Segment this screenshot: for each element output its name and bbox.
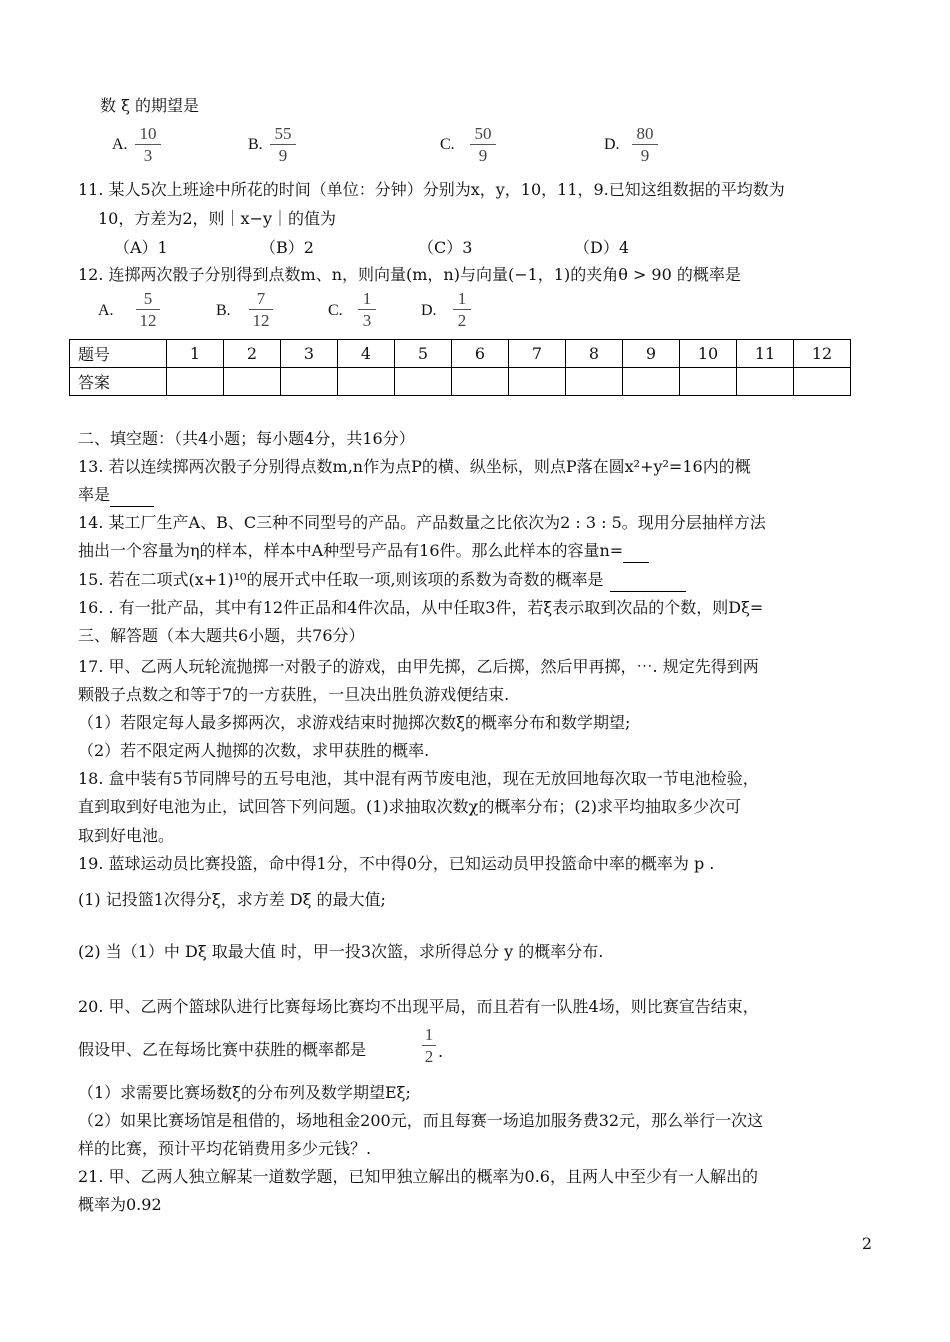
q18-line-3: 取到好电池。 bbox=[78, 826, 175, 845]
q12-opt-d-fraction: 1 2 bbox=[453, 289, 471, 330]
question-number-cell: 8 bbox=[566, 340, 623, 368]
answer-cell[interactable] bbox=[452, 368, 509, 396]
q11-opt-c: （C）3 bbox=[418, 238, 473, 257]
q12-opt-a-label: A. bbox=[98, 302, 114, 319]
question-number-cell: 4 bbox=[338, 340, 395, 368]
q13-answer-blank[interactable] bbox=[110, 484, 154, 507]
q11-opt-a: （A）1 bbox=[114, 238, 168, 257]
q12-opt-a-fraction: 5 12 bbox=[136, 289, 160, 330]
q20-line-1: 20. 甲、乙两个篮球队进行比赛每场比赛均不出现平局，而且若有一队胜4场，则比赛宣告结束， bbox=[78, 997, 759, 1016]
question-number-cell: 2 bbox=[224, 340, 281, 368]
q12-opt-c-label: C. bbox=[328, 302, 343, 319]
q20-part-2-line-1: （2）如果比赛场馆是租借的，场地租金200元，而且每赛一场追加服务费32元，那么举行一次这 bbox=[78, 1111, 764, 1130]
q11-opt-b: （B）2 bbox=[260, 238, 314, 257]
q10-opt-d-label: D. bbox=[604, 136, 620, 153]
q10-opt-b-fraction: 55 9 bbox=[270, 124, 296, 165]
answer-cell[interactable] bbox=[794, 368, 851, 396]
answer-cell[interactable] bbox=[737, 368, 794, 396]
q14-line-1: 14. 某工厂生产A、B、C三种不同型号的产品。产品数量之比依次为2 : 3 : 5。现用分层抽样方法 bbox=[78, 513, 766, 532]
q19-part-1: (1) 记投篮1次得分ξ，求方差 Dξ 的最大值; bbox=[78, 890, 386, 909]
answer-cell[interactable] bbox=[338, 368, 395, 396]
q13-line-2-text: 率是 bbox=[78, 485, 111, 504]
q14-line-2 bbox=[78, 540, 649, 563]
answer-cell[interactable] bbox=[623, 368, 680, 396]
q12-opt-b-label: B. bbox=[216, 302, 231, 319]
q13-line-2 bbox=[78, 484, 154, 507]
q10-opt-d-fraction: 80 9 bbox=[632, 124, 658, 165]
q17-line-2: 颗骰子点数之和等于7的一方获胜，一旦决出胜负游戏便结束. bbox=[78, 685, 510, 704]
q13-line-1: 13. 若以连续掷两次骰子分别得点数m,n作为点P的横、纵坐标，则点P落在圆x²+y²=16内的概 bbox=[78, 457, 751, 476]
question-number-cell: 9 bbox=[623, 340, 680, 368]
q14-answer-blank[interactable] bbox=[623, 540, 649, 563]
q20-line-2 bbox=[78, 1039, 366, 1061]
q10-tail: 数 ξ 的期望是 bbox=[100, 96, 199, 115]
q11-line-2: 10，方差为2，则｜x−y｜的值为 bbox=[98, 209, 337, 228]
answer-cell[interactable] bbox=[680, 368, 737, 396]
q20-fraction-period: . bbox=[438, 1042, 444, 1061]
q17-part-1: （1）若限定每人最多掷两次，求游戏结束时抛掷次数ξ的概率分布和数学期望; bbox=[78, 713, 631, 732]
q10-opt-c-fraction: 50 9 bbox=[470, 124, 496, 165]
q18-line-1: 18. 盒中装有5节同牌号的五号电池，其中混有两节废电池，现在无放回地每次取一节电池检验， bbox=[78, 769, 759, 788]
q11-line-1: 11. 某人5次上班途中所花的时间（单位：分钟）分别为x，y，10，11，9.已知这组数据的平均数为 bbox=[78, 180, 785, 199]
question-number-cell: 6 bbox=[452, 340, 509, 368]
q20-probability-fraction: 1 2 bbox=[422, 1025, 436, 1066]
question-number-cell: 3 bbox=[281, 340, 338, 368]
q12-opt-b-fraction: 7 12 bbox=[249, 289, 273, 330]
q12-stem: 12. 连掷两次骰子分别得到点数m、n，则向量(m，n)与向量(−1，1)的夹角θ > 90 的概率是 bbox=[78, 265, 741, 284]
q16-line: 16. . 有一批产品，其中有12件正品和4件次品，从中任取3件，若ξ表示取到次品的个数，则Dξ= bbox=[78, 598, 764, 617]
answer-cell[interactable] bbox=[167, 368, 224, 396]
question-number-cell: 1 bbox=[167, 340, 224, 368]
answer-table bbox=[69, 339, 851, 396]
question-number-cell: 7 bbox=[509, 340, 566, 368]
q12-opt-d-label: D. bbox=[421, 302, 437, 319]
answer-cell[interactable] bbox=[509, 368, 566, 396]
q10-opt-a-fraction: 10 3 bbox=[135, 124, 161, 165]
answer-cell[interactable] bbox=[566, 368, 623, 396]
q20-part-1: （1）求需要比赛场数ξ的分布列及数学期望Eξ; bbox=[78, 1083, 411, 1102]
page-number: 2 bbox=[861, 1234, 872, 1253]
q12-opt-c-fraction: 1 3 bbox=[358, 289, 376, 330]
answer-cell[interactable] bbox=[224, 368, 281, 396]
question-number-cell: 10 bbox=[680, 340, 737, 368]
answer-table-header-row bbox=[70, 340, 851, 368]
q21-line-2: 概率为0.92 bbox=[78, 1195, 162, 1214]
q10-opt-c-label: C. bbox=[440, 136, 455, 153]
q20-line-2-text: 假设甲、乙在每场比赛中获胜的概率都是 bbox=[78, 1040, 367, 1059]
question-number-cell: 12 bbox=[794, 340, 851, 368]
q17-part-2: （2）若不限定两人抛掷的次数，求甲获胜的概率. bbox=[78, 741, 430, 760]
question-number-cell: 5 bbox=[395, 340, 452, 368]
answer-table-row2-label: 答案 bbox=[70, 368, 167, 396]
q20-part-2-line-2: 样的比赛，预计平均花销费用多少元钱？. bbox=[78, 1139, 372, 1158]
answer-cell[interactable] bbox=[395, 368, 452, 396]
answer-cell[interactable] bbox=[281, 368, 338, 396]
q15-line bbox=[78, 569, 686, 592]
answer-table-row1-label: 题号 bbox=[70, 340, 167, 368]
q17-line-1: 17. 甲、乙两人玩轮流抛掷一对骰子的游戏，由甲先掷，乙后掷，然后甲再掷，⋯. 规定先得到两 bbox=[78, 657, 759, 676]
question-number-cell: 11 bbox=[737, 340, 794, 368]
q18-line-2: 直到取到好电池为止，试回答下列问题。(1)求抽取次数χ的概率分布；(2)求平均抽取多少次可 bbox=[78, 797, 742, 816]
section-2-heading: 二、填空题：（共4小题；每小题4分，共16分） bbox=[78, 429, 415, 448]
q19-part-2: (2) 当（1）中 Dξ 取最大值 时，甲一投3次篮，求所得总分 y 的概率分布. bbox=[78, 942, 604, 961]
q21-line-1: 21. 甲、乙两人独立解某一道数学题，已知甲独立解出的概率为0.6，且两人中至少有一人解出的 bbox=[78, 1167, 758, 1186]
q15-text: 15. 若在二项式(x+1)¹⁰的展开式中任取一项,则该项的系数为奇数的概率是 bbox=[78, 570, 604, 589]
section-3-heading: 三、解答题（本大题共6小题，共76分） bbox=[78, 626, 365, 645]
answer-table-answer-row bbox=[70, 368, 851, 396]
q10-opt-b-label: B. bbox=[248, 136, 263, 153]
q11-opt-d: （D）4 bbox=[574, 238, 630, 257]
q14-line-2-text: 抽出一个容量为η的样本，样本中A种型号产品有16件。那么此样本的容量n= bbox=[78, 541, 624, 560]
q19-stem: 19. 蓝球运动员比赛投篮，命中得1分，不中得0分，已知运动员甲投篮命中率的概率为 p . bbox=[78, 854, 715, 873]
q10-opt-a-label: A. bbox=[112, 136, 128, 153]
q15-answer-blank[interactable] bbox=[610, 569, 686, 592]
